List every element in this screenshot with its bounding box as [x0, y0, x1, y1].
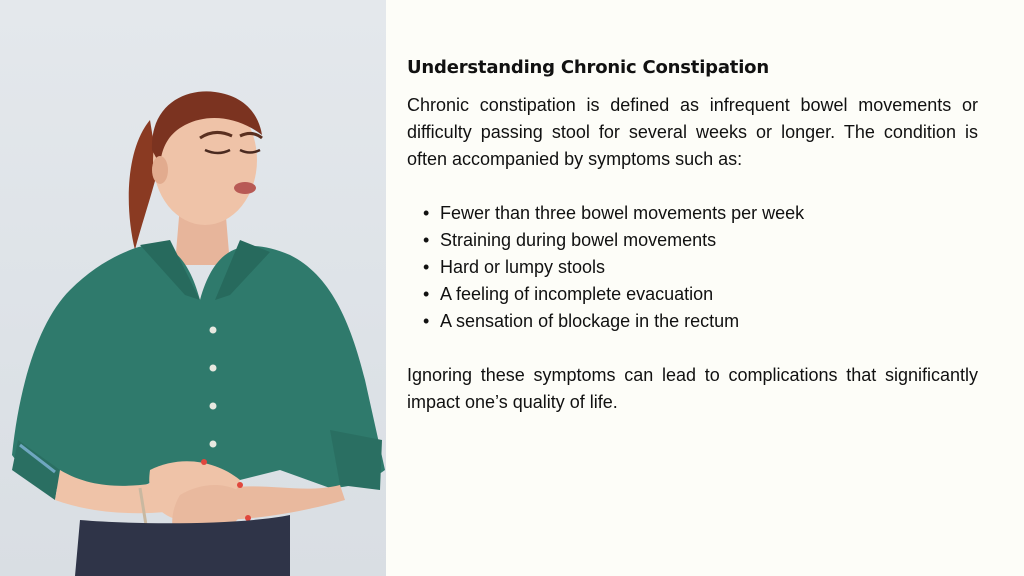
closing-paragraph: Ignoring these symptoms can lead to complications that significantly impact one’s quality of life. [407, 365, 978, 412]
bullet-icon: • [423, 257, 430, 277]
list-item [423, 281, 978, 308]
symptom-text: A feeling of incomplete evacuation [440, 284, 714, 304]
list-item [423, 254, 978, 281]
woman-holding-stomach-photo [0, 0, 386, 576]
slide-title: Understanding Chronic Constipation [407, 57, 769, 78]
intro-paragraph: Chronic constipation is defined as infrequent bowel movements or difficulty passing stool for several weeks or longer. The condition is often accompanied by symptoms such as: [407, 95, 978, 169]
list-item [423, 200, 978, 227]
symptom-text: Straining during bowel movements [440, 230, 717, 250]
symptom-text: A sensation of blockage in the rectum [440, 311, 740, 331]
text-content [407, 54, 978, 416]
bullet-icon: • [423, 284, 430, 304]
bullet-icon: • [423, 311, 430, 331]
photo-illustration [0, 0, 386, 576]
list-item [423, 308, 978, 335]
symptom-list [407, 200, 978, 335]
symptom-text: Hard or lumpy stools [440, 257, 606, 277]
list-item [423, 227, 978, 254]
bullet-icon: • [423, 230, 430, 250]
symptom-text: Fewer than three bowel movements per week [440, 203, 805, 223]
bullet-icon: • [423, 203, 430, 223]
